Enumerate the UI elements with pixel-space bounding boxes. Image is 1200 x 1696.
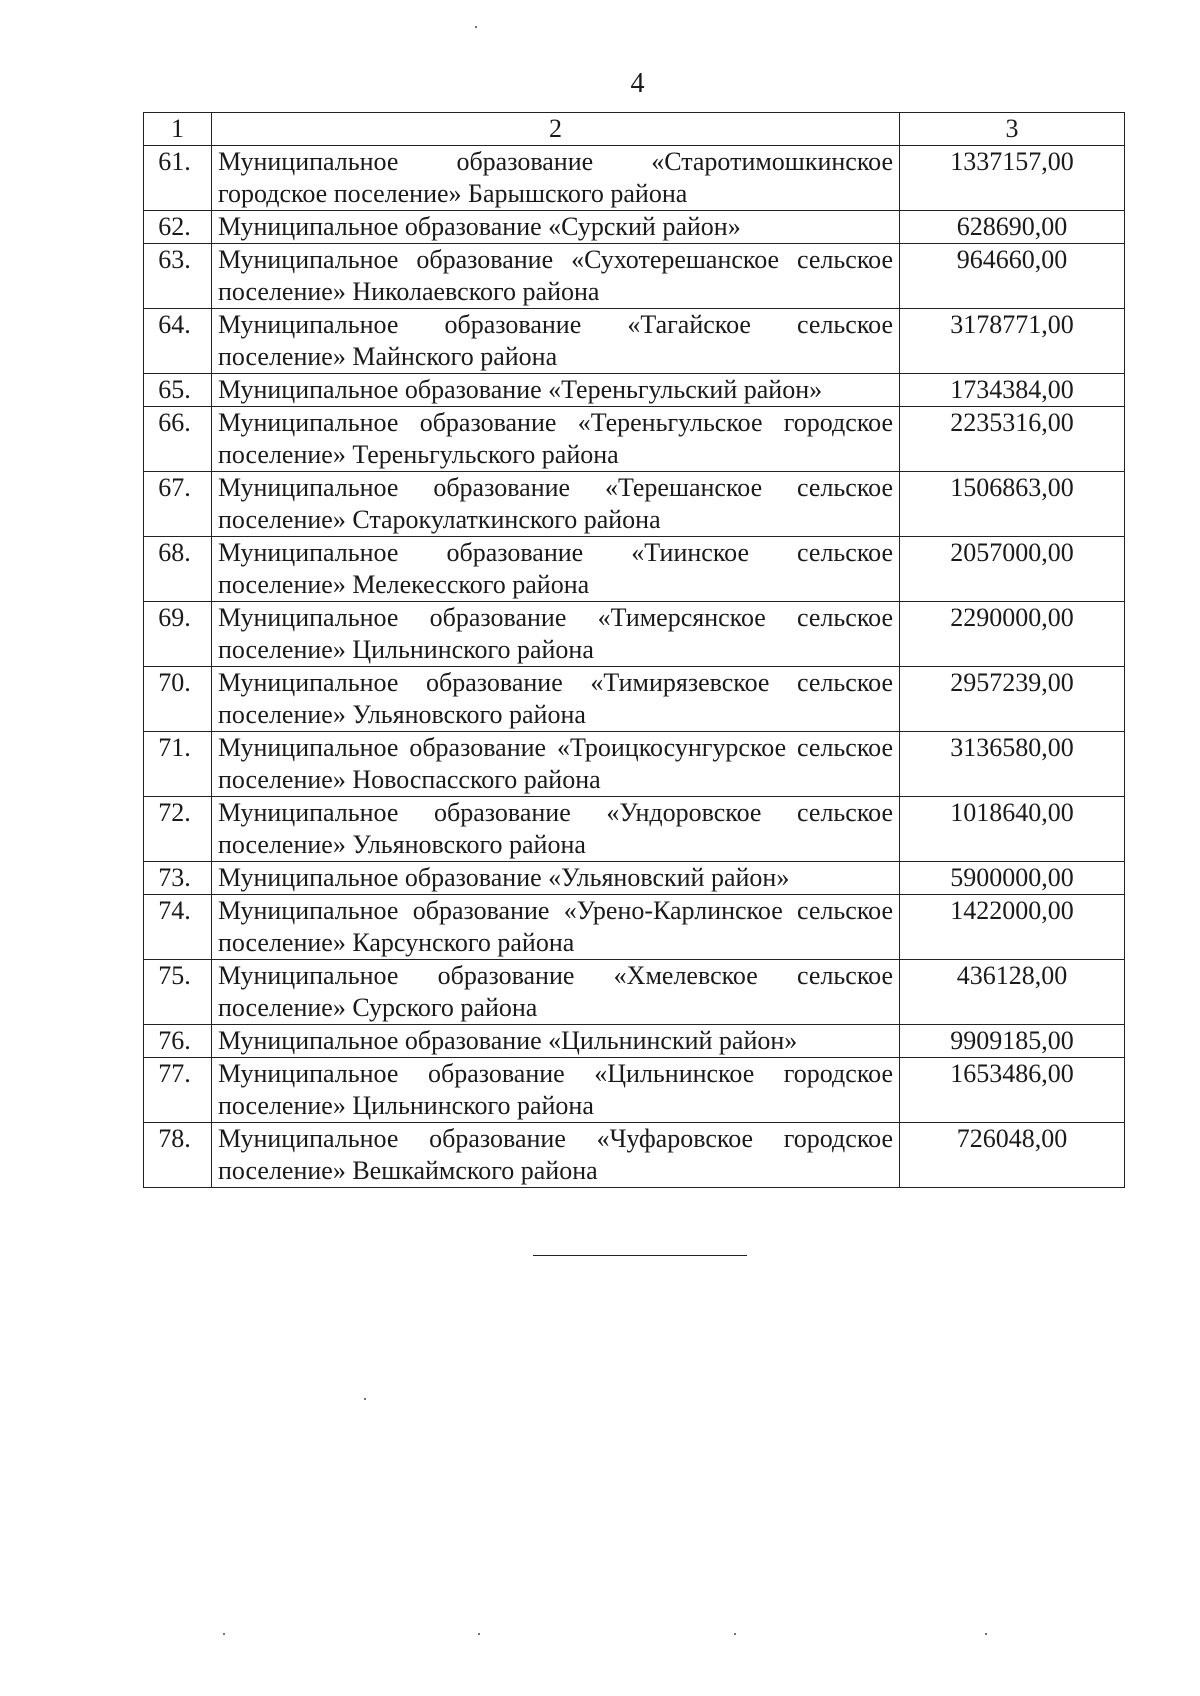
municipality-name: Муниципальное образование «Тереньгульский район» bbox=[212, 374, 900, 407]
scan-speck bbox=[734, 1633, 736, 1635]
row-number: 68. bbox=[144, 537, 212, 602]
table-row bbox=[144, 472, 1125, 537]
table-row bbox=[144, 211, 1125, 244]
municipality-name: Муниципальное образование «Тимирязевское сельское поселение» Ульяновского района bbox=[212, 667, 900, 732]
municipality-name: Муниципальное образование «Троицкосунгурское сельское поселение» Новоспасского района bbox=[212, 732, 900, 797]
row-number: 77. bbox=[144, 1058, 212, 1123]
page-number: 4 bbox=[630, 68, 645, 99]
row-number: 62. bbox=[144, 211, 212, 244]
allocation-amount: 2290000,00 bbox=[900, 602, 1125, 667]
scan-speck bbox=[364, 1398, 366, 1400]
scan-speck bbox=[478, 1633, 480, 1635]
allocation-amount: 2957239,00 bbox=[900, 667, 1125, 732]
table-row bbox=[144, 862, 1125, 895]
table-row bbox=[144, 960, 1125, 1025]
table-row bbox=[144, 146, 1125, 211]
table-row bbox=[144, 407, 1125, 472]
table-row bbox=[144, 1025, 1125, 1058]
column-header-name: 2 bbox=[212, 113, 900, 146]
municipality-name: Муниципальное образование «Тимерсянское сельское поселение» Цильнинского района bbox=[212, 602, 900, 667]
row-number: 72. bbox=[144, 797, 212, 862]
allocation-amount: 436128,00 bbox=[900, 960, 1125, 1025]
allocation-amount: 1018640,00 bbox=[900, 797, 1125, 862]
allocation-table bbox=[143, 112, 1125, 1188]
scan-speck bbox=[223, 1633, 225, 1635]
allocation-amount: 1422000,00 bbox=[900, 895, 1125, 960]
municipality-name: Муниципальное образование «Урено-Карлинское сельское поселение» Карсунского района bbox=[212, 895, 900, 960]
table-row bbox=[144, 244, 1125, 309]
municipality-name: Муниципальное образование «Ундоровское сельское поселение» Ульяновского района bbox=[212, 797, 900, 862]
municipality-name: Муниципальное образование «Старотимошкинское городское поселение» Барышского района bbox=[212, 146, 900, 211]
row-number: 74. bbox=[144, 895, 212, 960]
allocation-amount: 1653486,00 bbox=[900, 1058, 1125, 1123]
row-number: 78. bbox=[144, 1123, 212, 1188]
column-header-number: 1 bbox=[144, 113, 212, 146]
row-number: 66. bbox=[144, 407, 212, 472]
table-row bbox=[144, 1123, 1125, 1188]
scan-speck bbox=[985, 1633, 987, 1635]
scan-speck bbox=[475, 26, 477, 28]
table-row bbox=[144, 374, 1125, 407]
row-number: 67. bbox=[144, 472, 212, 537]
allocation-amount: 3136580,00 bbox=[900, 732, 1125, 797]
allocation-amount: 5900000,00 bbox=[900, 862, 1125, 895]
table-row bbox=[144, 537, 1125, 602]
allocation-amount: 726048,00 bbox=[900, 1123, 1125, 1188]
row-number: 73. bbox=[144, 862, 212, 895]
municipality-name: Муниципальное образование «Сухотерешанское сельское поселение» Николаевского района bbox=[212, 244, 900, 309]
table-header-row bbox=[144, 113, 1125, 146]
allocation-amount: 1337157,00 bbox=[900, 146, 1125, 211]
allocation-amount: 1506863,00 bbox=[900, 472, 1125, 537]
table-row bbox=[144, 667, 1125, 732]
row-number: 69. bbox=[144, 602, 212, 667]
allocation-amount: 2235316,00 bbox=[900, 407, 1125, 472]
allocation-amount: 2057000,00 bbox=[900, 537, 1125, 602]
allocation-amount: 964660,00 bbox=[900, 244, 1125, 309]
row-number: 71. bbox=[144, 732, 212, 797]
row-number: 64. bbox=[144, 309, 212, 374]
municipality-name: Муниципальное образование «Тереньгульское городское поселение» Тереньгульского района bbox=[212, 407, 900, 472]
row-number: 76. bbox=[144, 1025, 212, 1058]
allocation-amount: 1734384,00 bbox=[900, 374, 1125, 407]
table-row bbox=[144, 732, 1125, 797]
municipality-name: Муниципальное образование «Цильнинское городское поселение» Цильнинского района bbox=[212, 1058, 900, 1123]
table-row bbox=[144, 797, 1125, 862]
row-number: 65. bbox=[144, 374, 212, 407]
allocation-amount: 628690,00 bbox=[900, 211, 1125, 244]
municipality-name: Муниципальное образование «Тагайское сельское поселение» Майнского района bbox=[212, 309, 900, 374]
municipality-name: Муниципальное образование «Ульяновский район» bbox=[212, 862, 900, 895]
municipality-name: Муниципальное образование «Сурский район» bbox=[212, 211, 900, 244]
municipality-name: Муниципальное образование «Чуфаровское городское поселение» Вешкаймского района bbox=[212, 1123, 900, 1188]
column-header-amount: 3 bbox=[900, 113, 1125, 146]
table-row bbox=[144, 602, 1125, 667]
municipality-name: Муниципальное образование «Тиинское сельское поселение» Мелекесского района bbox=[212, 537, 900, 602]
table-row bbox=[144, 895, 1125, 960]
table-row bbox=[144, 1058, 1125, 1123]
allocation-amount: 9909185,00 bbox=[900, 1025, 1125, 1058]
municipality-name: Муниципальное образование «Терешанское сельское поселение» Старокулаткинского района bbox=[212, 472, 900, 537]
municipality-name: Муниципальное образование «Цильнинский район» bbox=[212, 1025, 900, 1058]
end-of-document-rule bbox=[533, 1255, 747, 1256]
table-row bbox=[144, 309, 1125, 374]
allocation-amount: 3178771,00 bbox=[900, 309, 1125, 374]
row-number: 63. bbox=[144, 244, 212, 309]
row-number: 75. bbox=[144, 960, 212, 1025]
row-number: 61. bbox=[144, 146, 212, 211]
municipality-name: Муниципальное образование «Хмелевское сельское поселение» Сурского района bbox=[212, 960, 900, 1025]
row-number: 70. bbox=[144, 667, 212, 732]
